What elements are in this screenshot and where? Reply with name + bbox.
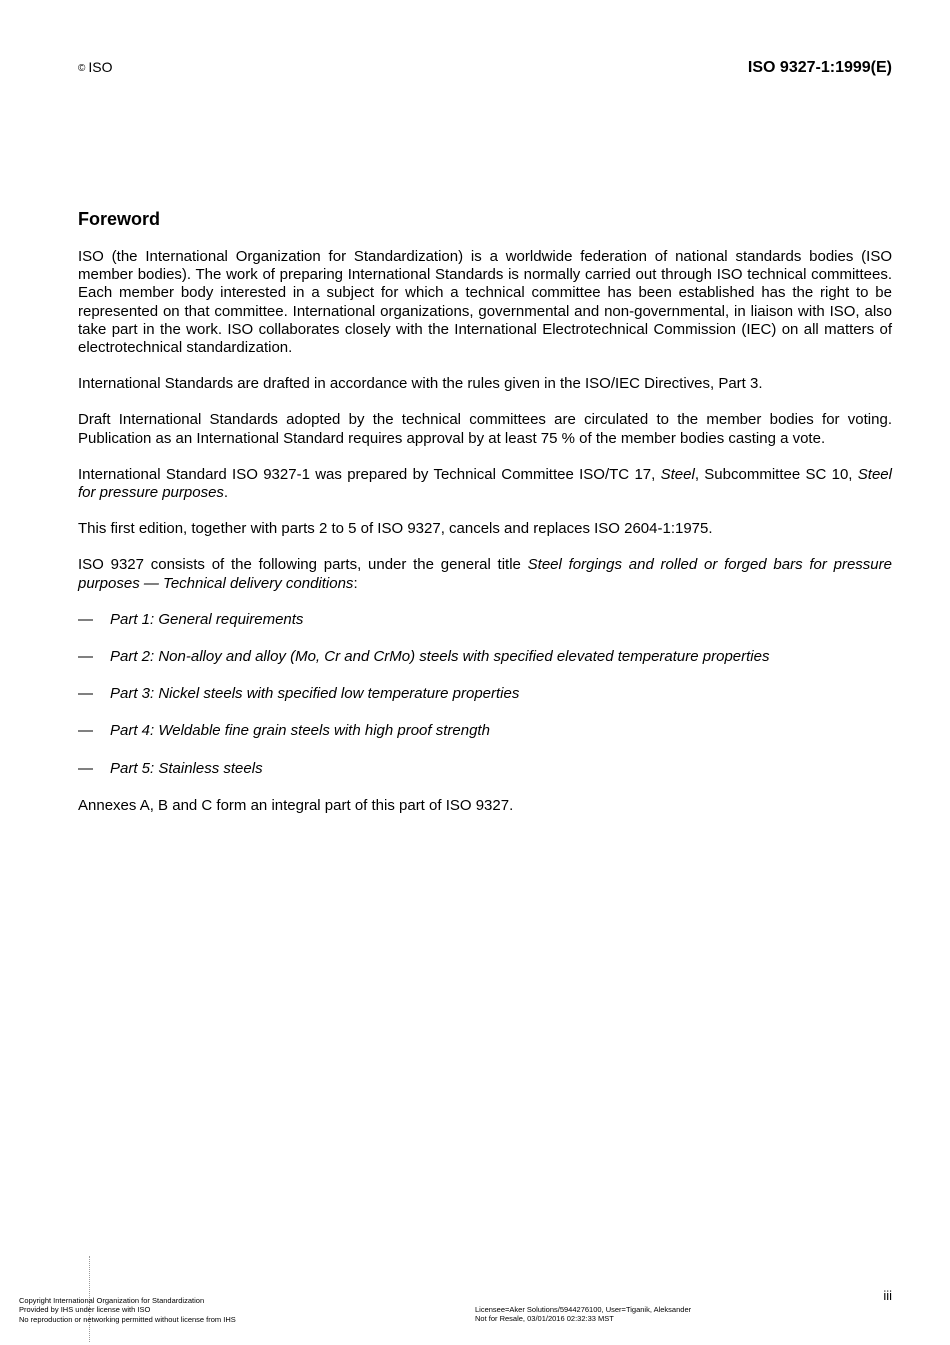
paragraph-iso-intro: ISO (the International Organization for Standardization) is a worldwide federation of national standards bodies (ISO member bodies). The work of preparing International Standards is normally carried out through ISO technical committees. Each member body interested in a subject for which a technical committee has been established has the right to be represented on that committee. International organizations, governmental and non-governmental, in liaison with ISO, also take part in the work. ISO collaborates closely with the International Electrotechnical Commission (IEC) on all matters of electrotechnical standardization. <box>78 248 892 357</box>
parts-intro-text: ISO 9327 consists of the following parts, under the general title <box>78 556 528 574</box>
prepared-by-text-2: , Subcommittee SC 10, <box>694 465 858 483</box>
part-1-title: Part 1: General requirements <box>110 610 304 628</box>
list-dash: — <box>78 759 93 777</box>
paragraph-parts-intro <box>78 556 892 592</box>
paragraph-directives: International Standards are drafted in accordance with the rules given in the ISO/IEC Directives, Part 3. <box>78 375 763 393</box>
list-dash: — <box>78 685 93 703</box>
list-item <box>78 611 892 629</box>
list-item <box>78 648 892 666</box>
committee-name: Steel <box>660 465 695 483</box>
part-5-title: Part 5: Stainless steels <box>110 759 263 777</box>
copyright-header <box>78 59 113 77</box>
part-3-title: Part 3: Nickel steels with specified low temperature properties <box>110 685 520 703</box>
paragraph-edition: This first edition, together with parts 2 to 5 of ISO 9327, cancels and replaces ISO 2604-1:1975. <box>78 520 713 538</box>
footer-line: Not for Resale, 03/01/2016 02:32:33 MST <box>475 1314 614 1324</box>
general-title: Steel forgings and rolled or forged bars for pressure purposes — Technical delivery conditions <box>78 556 892 592</box>
footer-line: No reproduction or networking permitted without license from IHS <box>19 1314 236 1324</box>
paragraph-prepared-by <box>78 466 892 502</box>
foreword-section <box>78 208 892 833</box>
list-item <box>78 722 892 740</box>
list-dash: — <box>78 610 93 628</box>
paragraph-voting: Draft International Standards adopted by the technical committees are circulated to the member bodies for voting. Publication as an International Standard requires approval by at least 75 % of the member bodies casting a vote. <box>78 411 892 447</box>
footer-line: Provided by IHS under license with ISO <box>19 1305 151 1315</box>
page-number: iii <box>883 1288 892 1303</box>
list-dash: — <box>78 722 93 740</box>
paragraph-annexes: Annexes A, B and C form an integral part of this part of ISO 9327. <box>78 796 514 814</box>
parts-list <box>78 611 892 778</box>
standard-id: ISO 9327-1:1999(E) <box>747 59 892 76</box>
prepared-by-text-3: . <box>223 484 229 502</box>
subcommittee-name: Steel for pressure purposes <box>78 465 892 502</box>
part-2-title: Part 2: Non-alloy and alloy (Mo, Cr and CrMo) steels with specified elevated temperature properties <box>110 648 770 666</box>
part-4-title: Part 4: Weldable fine grain steels with high proof strength <box>110 722 490 740</box>
list-item <box>78 685 892 703</box>
prepared-by-text: International Standard ISO 9327-1 was prepared by Technical Committee ISO/TC 17, <box>78 465 661 483</box>
list-item <box>78 760 892 778</box>
parts-intro-colon: : <box>353 574 358 592</box>
copyright-symbol: © <box>78 63 86 74</box>
section-title: Foreword <box>78 209 161 229</box>
footer-line: Copyright International Organization for Standardization <box>19 1296 205 1305</box>
footer-license <box>475 1305 691 1324</box>
footer-line: Licensee=Aker Solutions/5944276100, User=Tiganik, Aleksander <box>475 1305 692 1314</box>
list-dash: — <box>78 648 93 666</box>
copyright-owner: ISO <box>88 59 113 75</box>
footer-copyright <box>19 1296 236 1324</box>
